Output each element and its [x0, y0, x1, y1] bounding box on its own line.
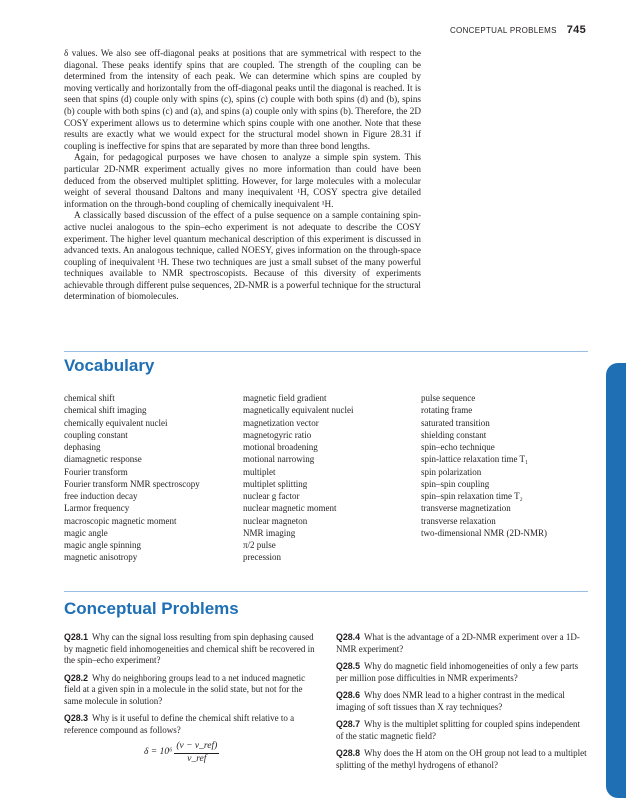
vocab-term: magnetogyric ratio: [243, 429, 312, 440]
vocab-term: motional narrowing: [243, 454, 315, 465]
vocab-term: multiplet: [243, 466, 276, 477]
question-item: [336, 661, 587, 684]
question-item: [64, 673, 315, 708]
vocab-term: nuclear g factor: [243, 491, 300, 501]
vocab-term: transverse relaxation: [421, 515, 496, 526]
vocab-term: magnetic field gradient: [243, 393, 327, 403]
paragraph-1: δ values. We also see off-diagonal peaks at positions that are symmetrical with respect to the diagonal. These peaks identify spins that are coupled. The strength of the coupling can be determined from the intensity of each peak. We can determine which spins are coupled by moving vertically and horizontally from the off-diagonal peaks until the diagonal is reached. It is seen that spins (d) couple only with spins (c), spins (c) couple with both spins (d) and (b), spins (b) couple with both spins (c) and (a), and spins (a) couple only with spins (b). Therefore, the 2D COSY experiment allows us to determine which spins couple with one another. Note that these results are exactly what we would expect for the structural model shown in Figure 28.31 if coupling is ineffective for spins that are separated by more than three bond lengths.: [64, 48, 421, 151]
question-text: What is the advantage of a 2D-NMR experiment over a 1D-NMR experiment?: [336, 632, 580, 654]
vocab-term: pulse sequence: [421, 393, 476, 403]
equation-numerator: (ν − ν_ref): [174, 741, 219, 754]
equation-denominator: ν_ref: [187, 753, 207, 764]
vocab-column-2: [243, 392, 353, 564]
vocabulary-heading: Vocabulary: [64, 356, 155, 375]
question-number: Q28.7: [336, 719, 360, 729]
vocab-term: shielding constant: [421, 429, 487, 440]
vocab-term: multiplet splitting: [243, 478, 308, 489]
vocab-term: spin–echo technique: [421, 442, 495, 452]
question-number: Q28.1: [64, 632, 88, 642]
vocabulary-rule: [64, 351, 588, 352]
problems-right-column: [336, 632, 587, 777]
vocab-column-3: [421, 392, 547, 539]
vocab-term: chemical shift: [64, 393, 115, 403]
question-number: Q28.6: [336, 690, 360, 700]
question-number: Q28.4: [336, 632, 360, 642]
vocab-term: magnetically equivalent nuclei: [243, 405, 354, 416]
page-number: 745: [566, 24, 586, 36]
vocab-term: dephasing: [64, 442, 101, 452]
question-number: Q28.3: [64, 713, 88, 723]
vocab-term: nuclear magnetic moment: [243, 503, 337, 514]
vocab-term: two-dimensional NMR (2D-NMR): [421, 527, 547, 538]
vocab-term: precession: [243, 552, 281, 563]
question-text: Why do neighboring groups lead to a net induced magnetic field at a given spin in a molecule in the solid state, but not for the same molecule in solution?: [64, 672, 306, 706]
paragraph-2: Again, for pedagogical purposes we have chosen to analyze a simple spin system. This particular 2D-NMR experiment actually gives no more information than could have been deduced from the observed multiplet splitting. However, for large molecules with a molecular weight of several thousand Daltons and many inequivalent ¹H, COSY spectra give detailed information on the through-bond coupling of chemically inequivalent ¹H.: [64, 152, 421, 209]
vocab-term: coupling constant: [64, 429, 128, 440]
question-number: Q28.5: [336, 661, 360, 671]
vocab-term: transverse magnetization: [421, 503, 511, 514]
vocab-column-1: [64, 392, 200, 564]
question-number: Q28.2: [64, 672, 88, 683]
vocab-term: spin–spin relaxation time T₂: [421, 491, 523, 501]
vocab-term: Larmor frequency: [64, 503, 130, 514]
vocab-term: chemically equivalent nuclei: [64, 417, 168, 428]
problems-left-column: [64, 632, 315, 771]
problems-rule: [64, 591, 588, 592]
vocab-term: magic angle: [64, 527, 108, 538]
vocab-term: spin-lattice relaxation time T₁: [421, 454, 529, 465]
vocab-term: nuclear magneton: [243, 515, 308, 526]
question-item: [64, 632, 315, 667]
body-text: [64, 48, 421, 303]
chemical-shift-equation: [144, 741, 315, 765]
running-header: [450, 24, 586, 36]
vocab-term: spin polarization: [421, 466, 482, 477]
question-text: Why is it useful to define the chemical shift relative to a reference compound as follows?: [64, 713, 295, 735]
vocab-term: motional broadening: [243, 442, 318, 452]
question-item: [336, 748, 587, 771]
running-title: CONCEPTUAL PROBLEMS: [449, 26, 557, 35]
question-item: [64, 713, 315, 765]
chapter-tab: [606, 363, 626, 798]
problems-heading: Conceptual Problems: [64, 599, 239, 618]
question-text: Why does the H atom on the OH group not lead to a multiplet splitting of the methyl hydrogens of ethanol?: [336, 748, 587, 770]
question-item: [336, 719, 587, 742]
question-item: [336, 632, 587, 655]
question-number: Q28.8: [336, 748, 360, 758]
equation-fraction: [174, 741, 219, 765]
paragraph-3: A classically based discussion of the effect of a pulse sequence on a sample containing spin-active nuclei analogous to the spin–echo experiment is not adequate to describe the COSY experiment. The higher level quantum mechanical description of this experiment is discussed in advanced texts. An analogous technique, called NOESY, gives information on the through-space coupling of inequivalent ¹H. These two techniques are just a small subset of the many powerful techniques available to NMR spectroscopists. Because of this diversity of experiments achievable through different pulse sequences, 2D-NMR is a powerful technique for the structural determination of biomolecules.: [64, 210, 421, 302]
vocab-term: rotating frame: [421, 405, 473, 416]
vocab-term: saturated transition: [421, 417, 490, 428]
vocab-term: free induction decay: [64, 491, 138, 501]
question-text: Why can the signal loss resulting from spin dephasing caused by magnetic field inhomogeneities and chemical shift be recovered in the spin–echo experiment?: [64, 632, 315, 665]
vocab-term: magnetization vector: [243, 417, 319, 428]
question-item: [336, 690, 587, 713]
question-text: Why is the multiplet splitting for coupled spins independent of the static magnetic field?: [336, 719, 580, 741]
vocab-term: diamagnetic response: [64, 454, 142, 465]
vocab-term: NMR imaging: [243, 527, 296, 538]
vocab-term: magic angle spinning: [64, 540, 141, 550]
question-text: Why do magnetic field inhomogeneities of only a few parts per million pose difficulties in NMR experiments?: [336, 661, 579, 683]
equation-lhs: δ = 10⁶: [144, 747, 173, 758]
vocab-term: Fourier transform NMR spectroscopy: [64, 478, 200, 489]
vocab-term: spin–spin coupling: [421, 478, 490, 489]
vocab-term: magnetic anisotropy: [64, 552, 138, 563]
question-text: Why does NMR lead to a higher contrast in the medical imaging of soft tissues than X ray techniques?: [336, 690, 565, 712]
vocab-term: π/2 pulse: [243, 540, 276, 550]
vocab-term: chemical shift imaging: [64, 405, 147, 416]
vocab-term: Fourier transform: [64, 466, 128, 477]
vocab-term: macroscopic magnetic moment: [64, 515, 177, 526]
